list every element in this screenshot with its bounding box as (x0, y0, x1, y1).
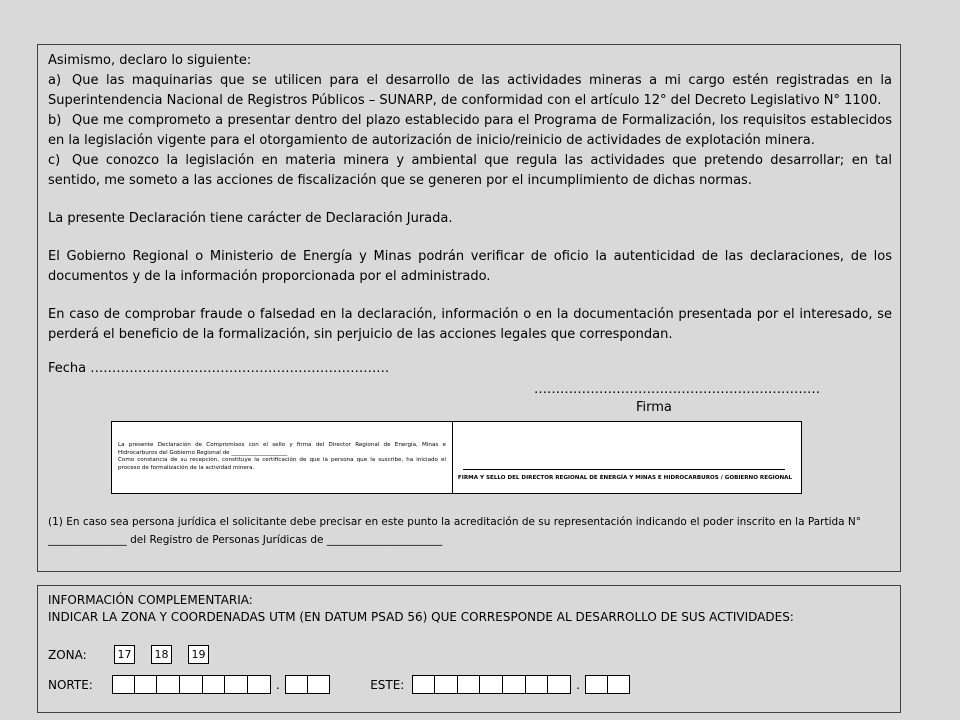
firma-label: Firma (636, 400, 672, 415)
coordinates-row (48, 675, 630, 694)
este-digit[interactable] (435, 675, 458, 694)
item-marker: a) (48, 73, 62, 88)
item-marker: b) (48, 113, 62, 128)
item-text: Que conozco la legislación en materia minera y ambiental que regula las actividades que pretendo desarrollar; en tal sentido, me someto a las acciones de fiscalización que se generen por el incumplimiento de dichas normas. (48, 153, 892, 188)
fecha-field[interactable]: Fecha …………………………………………………………… (48, 361, 390, 376)
declaration-jurada: La presente Declaración tiene carácter de Declaración Jurada. (48, 211, 453, 226)
complementary-info-panel (37, 585, 901, 713)
stamp-notice-text-1: La presente Declaración de Compromisos con el sello y firma del Director Regional de Energía, Minas e Hidrocarburos del Gobierno Regional de ____________________ (118, 442, 446, 456)
footnote (48, 513, 898, 549)
norte-label: NORTE: (48, 677, 93, 692)
norte-digit[interactable] (180, 675, 203, 694)
este-digit[interactable] (480, 675, 503, 694)
stamp-notice-text-2: Como constancia de su recepción, constituye la certificación de que la persona que la suscribe, ha iniciado el proceso de formalización de la actividad minera. (118, 457, 446, 471)
item-text: Que las maquinarias que se utilicen para el desarrollo de las actividades mineras a mi cargo estén registradas en la Superintendencia Nacional de Registros Públicos – SUNARP, de conformidad con el artículo 12° del Decreto Legislativo N° 1100. (48, 73, 892, 108)
este-digit[interactable] (458, 675, 481, 694)
info-title: INFORMACIÓN COMPLEMENTARIA: (48, 593, 253, 607)
norte-decimal-digit[interactable] (308, 675, 331, 694)
norte-digit[interactable] (248, 675, 271, 694)
stamp-notice (112, 422, 453, 493)
director-signature-area[interactable] (453, 422, 801, 493)
este-decimal-digit[interactable] (585, 675, 608, 694)
este-label: ESTE: (370, 677, 405, 692)
norte-decimal-digit[interactable] (285, 675, 308, 694)
footnote-line-1: (1) En caso sea persona jurídica el solicitante debe precisar en este punto la acreditación de su representación indicando el poder inscrito en la Partida N° (48, 516, 862, 528)
declaration-item-a (48, 71, 892, 111)
footnote-line-2: _______________ del Registro de Personas Jurídicas de ______________________ (48, 534, 443, 546)
zone-option-17[interactable]: 17 (114, 645, 135, 664)
norte-digit[interactable] (157, 675, 180, 694)
zona-row (48, 645, 209, 664)
norte-digit[interactable] (203, 675, 226, 694)
firma-line[interactable]: ………………………………………………………… (534, 382, 820, 397)
este-decimal-digit[interactable] (608, 675, 631, 694)
declaration-item-b (48, 111, 892, 151)
item-text: Que me comprometo a presentar dentro del plazo establecido para el Programa de Formalización, los requisitos establecidos en la legislación vigente para el otorgamiento de autorización de inicio/reinicio de actividades de explotación minera. (48, 113, 892, 148)
declaration-item-c (48, 151, 892, 191)
signature-rule (463, 469, 785, 470)
este-decimal-point: . (576, 677, 580, 692)
declaration-panel (37, 44, 901, 572)
este-digit[interactable] (503, 675, 526, 694)
norte-decimal-point: . (275, 677, 280, 692)
declaration-text (48, 51, 892, 345)
declaration-verificacion: El Gobierno Regional o Ministerio de Energía y Minas podrán verificar de oficio la autenticidad de las declaraciones, de los documentos y de la información proporcionada por el administrado. (48, 249, 892, 284)
info-instruction: INDICAR LA ZONA Y COORDENADAS UTM (EN DATUM PSAD 56) QUE CORRESPONDE AL DESARROLLO DE SUS ACTIVIDADES: (48, 610, 794, 624)
este-digit[interactable] (548, 675, 571, 694)
norte-digit[interactable] (135, 675, 158, 694)
declaration-intro: Asimismo, declaro lo siguiente: (48, 53, 252, 68)
este-digit[interactable] (412, 675, 435, 694)
norte-digit[interactable] (112, 675, 135, 694)
zone-option-18[interactable]: 18 (151, 645, 172, 664)
declaration-fraude: En caso de comprobar fraude o falsedad en la declaración, información o en la documentación presentada por el interesado, se perderá el beneficio de la formalización, sin perjuicio de las acciones legales que correspondan. (48, 307, 892, 342)
director-signature-caption: FIRMA Y SELLO DEL DIRECTOR REGIONAL DE ENERGÍA Y MINAS E HIDROCARBUROS / GOBIERNO REGIONAL (457, 475, 793, 481)
este-digit[interactable] (526, 675, 549, 694)
reception-stamp-box (111, 421, 802, 494)
norte-digit[interactable] (225, 675, 248, 694)
zona-label: ZONA: (48, 647, 87, 662)
item-marker: c) (48, 153, 61, 168)
zone-option-19[interactable]: 19 (188, 645, 209, 664)
